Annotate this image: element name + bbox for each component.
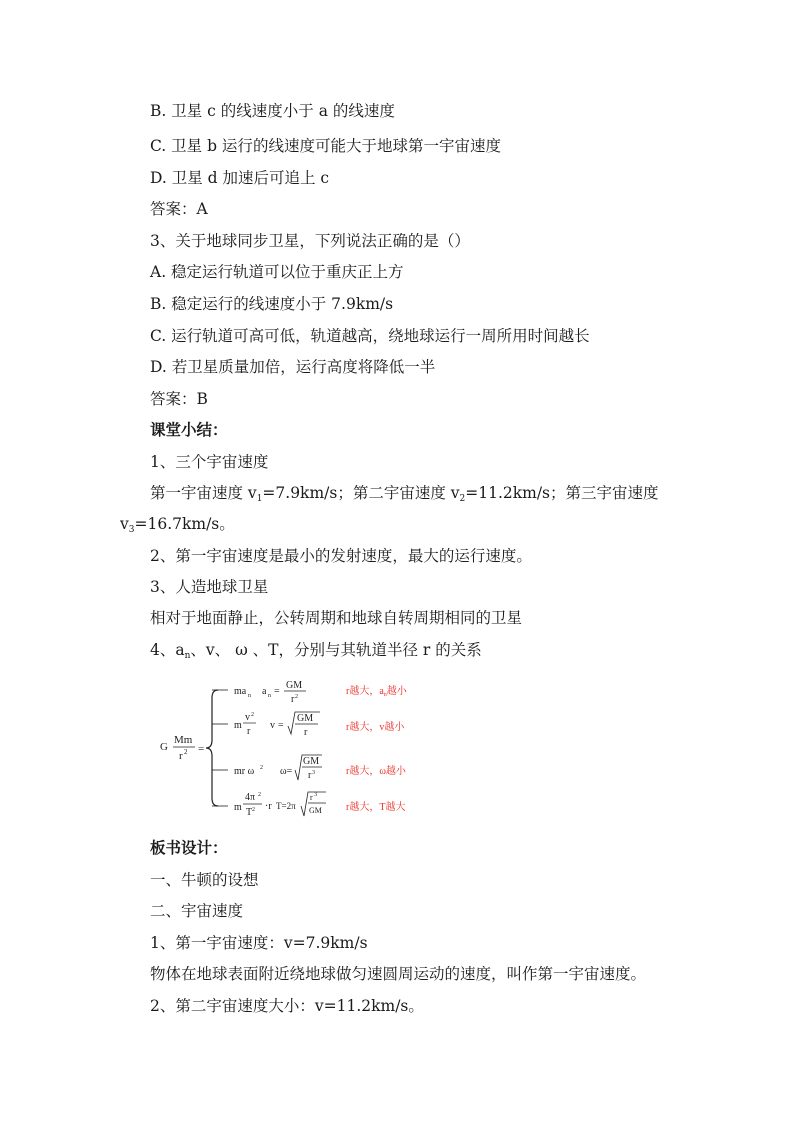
board-line-4: 物体在地球表面附近绕地球做匀速圆周运动的速度，叫作第一宇宙速度。 <box>150 965 647 983</box>
label-omega-relation: r越大，ω越小 <box>346 766 406 777</box>
q3-answer: 答案：B <box>150 390 208 408</box>
row-omega <box>234 755 322 781</box>
svg-text:r: r <box>179 750 183 762</box>
speeds-line-2: $v_3=16.7km/s$。 <box>120 515 235 535</box>
svg-text:ma: ma <box>234 686 247 697</box>
speeds-line-1: 第一宇宙速度 $v_1=7.9km/s$；第二宇宙速度 $v_2=11.2km/s$；第三宇宙速度 <box>150 484 659 504</box>
summary-item-1: 1、三个宇宙速度 <box>150 453 269 471</box>
svg-text:3: 3 <box>312 770 315 776</box>
svg-text:r: r <box>304 727 308 738</box>
gravity-expression <box>160 734 204 762</box>
svg-text:=: = <box>198 743 205 755</box>
gravitation-formula-figure <box>150 670 430 820</box>
svg-text:·r: ·r <box>265 801 272 812</box>
q2-option-d: D. 卫星 d 加速后可追上 c <box>150 169 330 187</box>
svg-text:r: r <box>291 694 295 705</box>
svg-text:2: 2 <box>258 792 261 798</box>
svg-text:=: = <box>274 686 280 697</box>
svg-text:mr ω: mr ω <box>234 766 255 777</box>
svg-text:v: v <box>270 720 275 731</box>
svg-text:m: m <box>234 720 242 731</box>
row-v <box>234 712 320 738</box>
svg-text:T: T <box>246 807 253 818</box>
svg-text:2: 2 <box>252 807 255 813</box>
board-line-5: 2、第二宇宙速度大小：v=11.2km/s。 <box>150 997 424 1015</box>
q3-option-a: A. 稳定运行轨道可以位于重庆正上方 <box>150 263 404 281</box>
svg-text:T=2π: T=2π <box>276 801 296 811</box>
q2-option-b: B. 卫星 c 的线速度小于 a 的线速度 <box>150 102 395 120</box>
svg-text:2: 2 <box>295 694 298 700</box>
svg-text:Mm: Mm <box>174 734 193 746</box>
svg-text:GM: GM <box>303 756 320 767</box>
label-T-relation: r越大，T越大 <box>346 802 406 813</box>
svg-text:r: r <box>308 770 312 781</box>
svg-text:GM: GM <box>297 713 314 724</box>
summary-heading: 课堂小结： <box>150 421 228 439</box>
brace <box>206 690 218 806</box>
q3-option-c: C. 运行轨道可高可低，轨道越高，绕地球运行一周所用时间越长 <box>150 327 590 345</box>
label-v-relation: r越大，v越小 <box>346 722 405 733</box>
svg-text:n: n <box>268 693 271 699</box>
q2-option-c: C. 卫星 b 运行的线速度可能大于地球第一宇宙速度 <box>150 137 501 155</box>
svg-text:GM: GM <box>286 680 303 691</box>
q3-option-b: B. 稳定运行的线速度小于 7.9km/s <box>150 295 394 313</box>
label-an-relation: r越大，$a_n$越小 <box>346 686 407 698</box>
board-line-1: 一、牛顿的设想 <box>150 871 259 889</box>
svg-text:4π: 4π <box>245 792 256 803</box>
q3-option-d: D. 若卫星质量加倍，运行高度将降低一半 <box>150 358 436 376</box>
svg-text:3: 3 <box>314 792 317 798</box>
svg-text:2: 2 <box>260 765 263 771</box>
row-an <box>234 680 306 705</box>
svg-text:GM: GM <box>309 806 322 815</box>
summary-item-2: 2、第一宇宙速度是最小的发射速度，最大的运行速度。 <box>150 547 532 565</box>
svg-text:ω=: ω= <box>280 766 293 777</box>
svg-text:a: a <box>262 686 267 697</box>
svg-text:r: r <box>310 793 313 802</box>
summary-item-3-desc: 相对于地面静止，公转周期和地球自转周期相同的卫星 <box>150 609 523 627</box>
q2-answer: 答案：A <box>150 200 208 218</box>
summary-item-4: 4、$a_n$、v、 ω 、T，分别与其轨道半径 r 的关系 <box>150 641 482 661</box>
board-line-3: 1、第一宇宙速度：v=7.9km/s <box>150 934 368 952</box>
q3-stem: 3、关于地球同步卫星，下列说法正确的是（） <box>150 232 470 250</box>
board-line-2: 二、宇宙速度 <box>150 902 244 920</box>
row-T <box>234 792 326 818</box>
svg-text:=: = <box>278 720 284 731</box>
svg-text:2: 2 <box>251 712 254 718</box>
svg-text:v: v <box>245 712 250 723</box>
svg-text:G: G <box>160 741 168 753</box>
svg-text:r: r <box>247 726 251 737</box>
board-heading: 板书设计： <box>150 839 228 857</box>
svg-text:m: m <box>234 802 242 813</box>
svg-text:n: n <box>248 693 251 699</box>
summary-item-3: 3、人造地球卫星 <box>150 578 269 596</box>
svg-text:2: 2 <box>184 748 188 756</box>
